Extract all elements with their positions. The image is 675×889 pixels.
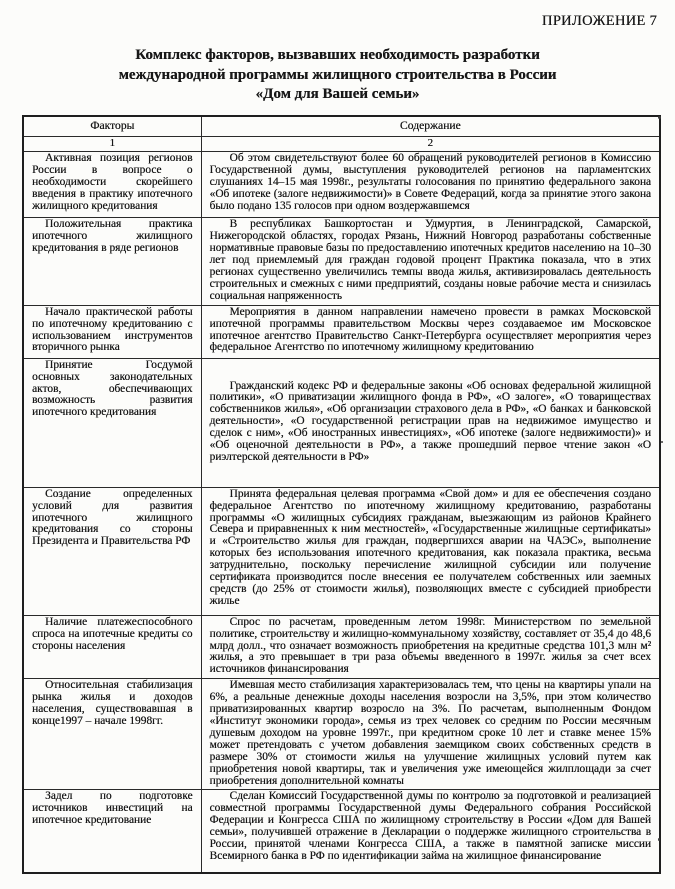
table-column-number-row bbox=[23, 136, 660, 152]
scan-speck bbox=[661, 441, 663, 443]
table-row bbox=[23, 487, 660, 615]
document-title bbox=[0, 46, 675, 105]
table-row bbox=[23, 679, 660, 790]
scan-speck bbox=[658, 116, 661, 119]
table-row bbox=[23, 152, 660, 218]
table-row bbox=[23, 790, 660, 873]
document-title-line2: международной программы жилищного строительства в России bbox=[118, 66, 557, 83]
factor-cell: Задел по подготовке источников инвестиций на ипотечное кредитование bbox=[23, 790, 201, 873]
content-cell: Спрос по расчетам, проведенным летом 1998г. Министерством по земельной политике, строительству и жилищно-коммунальному хозяйству, составляет от 35,4 до 48,6 млрд долл., что означает возможность приобретения на кредитные средства 101,3 млн м² жилья, а это превышает в три раза объемы введенного в 1997г. жилья за счет всех источников финансирования bbox=[201, 615, 660, 679]
column-header-content: Содержание bbox=[201, 116, 660, 136]
appendix-label: ПРИЛОЖЕНИЕ 7 bbox=[541, 13, 657, 29]
table-row bbox=[23, 358, 660, 487]
table-row bbox=[23, 305, 660, 358]
content-cell: Сделан Комиссий Государственной думы по контролю за подготовкой и реализацией совместной программы Государственной думы Федерального собрания Российской Федерации и Конгресса США по жилищному строительству в России «Дом для Вашей семьи», получившей отражение в Декларации о поддержке жилищного строительства в России, принятой членами Конгресса США, а также в памятной записке миссии Всемирного банка в РФ по идентификации займа на жилищное финансирование bbox=[201, 790, 660, 873]
factor-cell: Активная позиция регионов России в вопросе о необходимости скорейшего введения в практику ипотечного жилищного кредитования bbox=[23, 152, 201, 218]
factor-cell: Создание определенных условий для развития ипотечного жилищного кредитования со стороны Президента и Правительства РФ bbox=[23, 487, 201, 615]
content-cell: Гражданский кодекс РФ и федеральные законы «Об основах федеральной жилищной политики», «О приватизации жилищного фонда в РФ», «О залоге», «О товариществах собственников жилья», «Об организации страхового дела в РФ», «О банках и банковской деятельности», «О государственной регистрации прав на недвижимое имущество и сделок с ним», «Об иностранных инвестициях», «Об ипотеке (залоге недвижимости)» и «Об оценочной деятельности в РФ», а также прошедший первое чтение закон «О риэлтерской деятельности в РФ» bbox=[201, 358, 660, 487]
factor-cell: Положительная практика ипотечного жилищного кредитования в ряде регионов bbox=[23, 218, 201, 305]
document-title-line1: Комплекс факторов, вызвавших необходимость разработки bbox=[135, 47, 540, 63]
factors-table bbox=[22, 115, 661, 874]
table-row bbox=[23, 615, 660, 679]
content-cell: Мероприятия в данном направлении намечено провести в рамках Московской ипотечной программы правительством Москвы через создаваемое им Московское ипотечное агентство Правительство Санкт-Петербурга осуществляет мероприятия через федеральное Агентство по ипотечному жилищному кредитованию bbox=[201, 305, 660, 358]
content-cell: Имевшая место стабилизация характеризовалась тем, что цены на квартиры упали на 6%, а реальные денежные доходы населения возросли на 3,5%, при этом количество приватизированных квартир возросло на 3%. По расчетам, выполненным Фондом «Институт экономики города», семья из трех человек со средним по России месячным душевым доходом на уровне 1997г., при кредитном сроке 10 лет и ставке менее 15% может претендовать с учетом добавления заемщиком своих собственных средств в размере 30% от стоимости жилья на улучшение жилищных условий путем как приобретения новой квартиры, так и увеличения уже имеющейся жилплощади за счет приобретения дополнительной комнаты bbox=[201, 679, 660, 790]
table-header-row bbox=[23, 116, 660, 136]
factor-cell: Начало практической работы по ипотечному кредитованию с использованием инструментов вторичного рынка bbox=[23, 305, 201, 358]
column-number-2: 2 bbox=[201, 136, 660, 152]
column-header-factors: Факторы bbox=[23, 116, 201, 136]
content-cell: Принята федеральная целевая программа «Свой дом» и для ее обеспечения создано федеральное Агентство по ипотечному жилищному кредитованию, разработаны программы «О жилищных субсидиях гражданам, выезжающим из районов Крайнего Севера и приравненных к ним местностей», «Государственные жилищные сертификаты» и «Строительство жилья для граждан, подвергшихся аварии на ЧАЭС», выполнение которых без использования ипотечного кредитования, как показала практика, весьма затруднительно, поскольку перечисление жилищной субсидии или получение сертификата производится после внесения ее получателем собственных или заемных средств (до 25% от стоимости жилья), позволяющих вместе с субсидией приобрести жилье bbox=[201, 487, 660, 615]
column-number-1: 1 bbox=[23, 136, 201, 152]
document-title-line3: «Дом для Вашей семьи» bbox=[255, 86, 420, 102]
table-row bbox=[23, 218, 660, 305]
scan-speck bbox=[658, 838, 660, 841]
factor-cell: Относительная стабилизация рынка жилья и доходов населения, существовавшая в конце1997 – начале 1998гг. bbox=[23, 679, 201, 790]
content-cell: В республиках Башкортостан и Удмуртия, в Ленинградской, Самарской, Нижегородской областях, городах Рязань, Нижний Новгород разработаны собственные нормативные правовые базы по предоставлению ипотечных кредитов населению на 10–30 лет под приемлемый для граждан годовой процент Практика показала, что в этих регионах существенно увеличились темпы ввода жилья, активизировалась деятельность строительных и смежных с ними предприятий, созданы новые рабочие места и снизилась социальная напряженность bbox=[201, 218, 660, 305]
factor-cell: Принятие Госдумой основных законодательных актов, обеспечивающих возможность развития ипотечного кредитования bbox=[23, 358, 201, 487]
content-cell: Об этом свидетельствуют более 60 обращений руководителей регионов в Комиссию Государственной думы, выступления руководителей регионов на парламентских слушаниях 14–15 мая 1998г., результаты голосования по принятию федерального закона «Об ипотеке (залоге недвижимости)» в Совете Федераций, когда за принятие этого закона было подано 135 голосов при одном воздержавшемся bbox=[201, 152, 660, 218]
factor-cell: Наличие платежеспособного спроса на ипотечные кредиты со стороны населения bbox=[23, 615, 201, 679]
